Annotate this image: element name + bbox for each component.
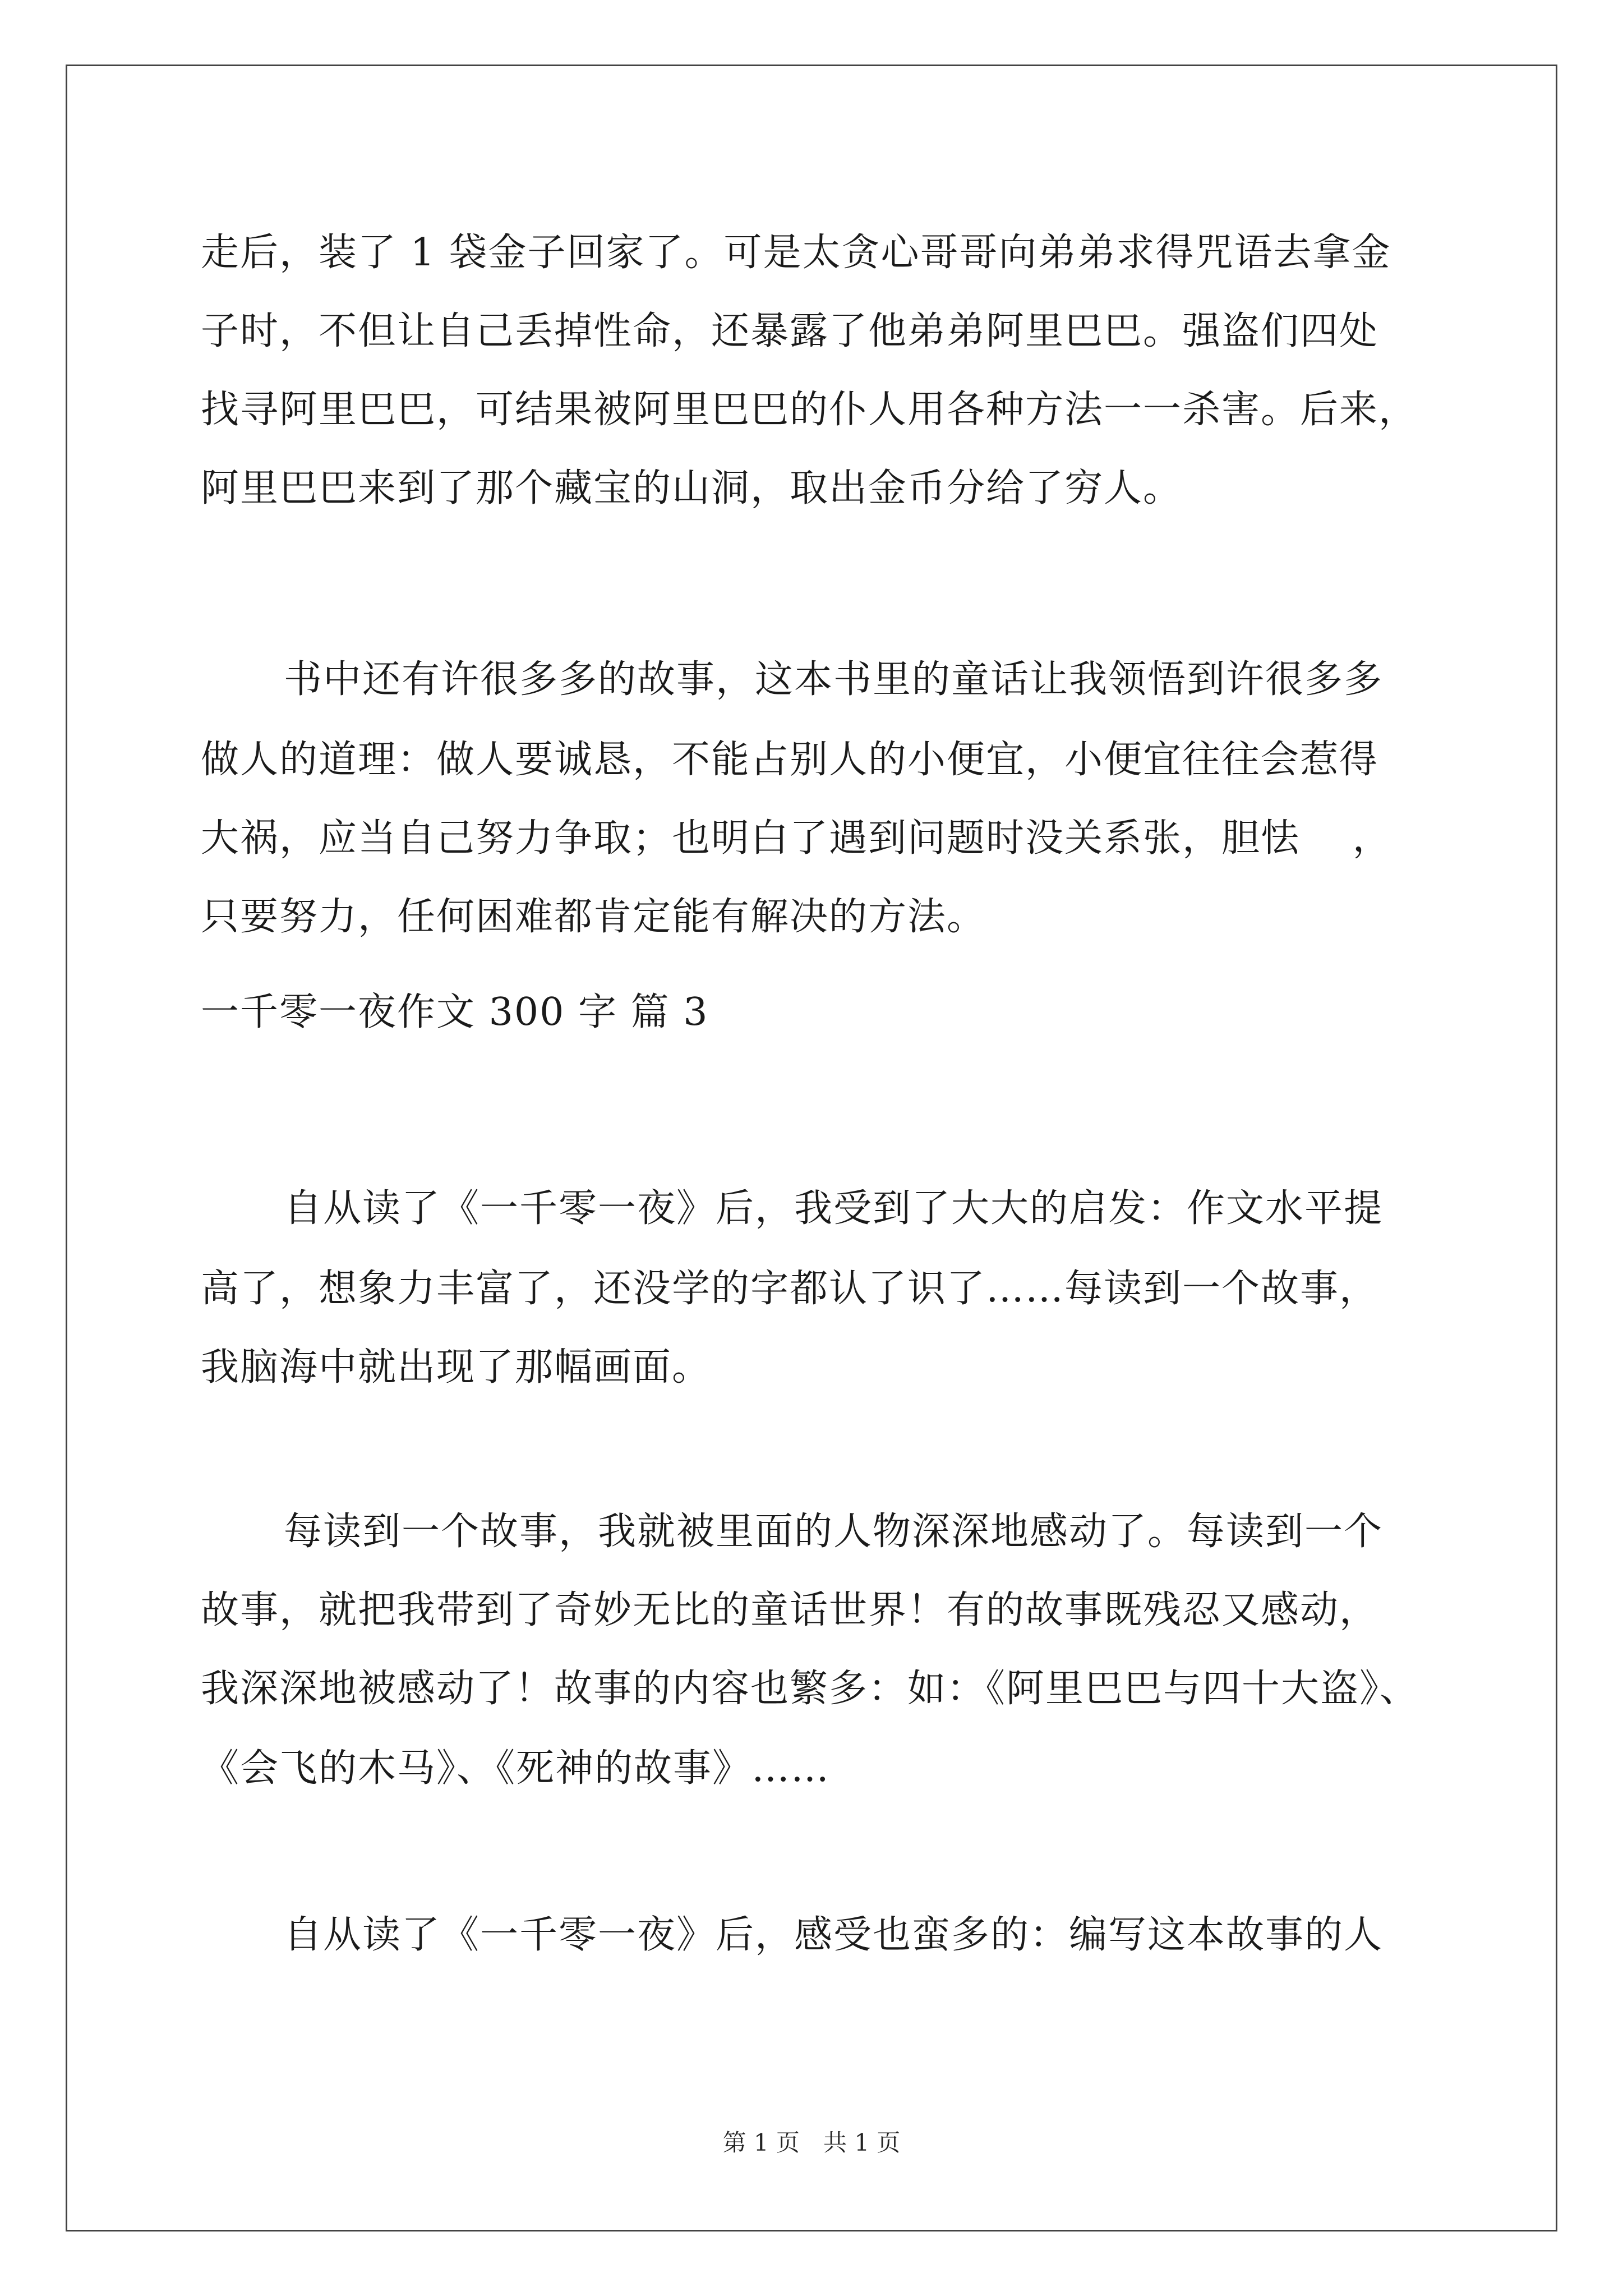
text-line: 找寻阿里巴巴，可结果被阿里巴巴的仆人用各种方法一一杀害。后来， [201, 388, 1418, 432]
text-line: 走后，装了 1 袋金子回家了。可是太贪心哥哥向弟弟求得咒语去拿金 [201, 231, 1391, 275]
text-line: 故事，就把我带到了奇妙无比的童话世界！有的故事既残忍又感动， [201, 1588, 1379, 1632]
text-line: 我深深地被感动了！故事的内容也繁多：如：《阿里巴巴与四十大盗》、 [201, 1667, 1419, 1711]
page-number-footer: 第 1 页 共 1 页 [722, 2129, 901, 2156]
text-line: 自从读了《一千零一夜》后，我受到了大大的启发：作文水平提 [284, 1186, 1384, 1231]
text-line: 子时，不但让自己丢掉性命，还暴露了他弟弟阿里巴巴。强盗们四处 [201, 309, 1379, 353]
text-line: 我脑海中就出现了那幅画面。 [201, 1345, 712, 1389]
section-heading: 一千零一夜作文 300 字 篇 3 [201, 990, 709, 1034]
text-line: 做人的道理：做人要诚恳，不能占别人的小便宜，小便宜往往会惹得 [201, 738, 1379, 782]
text-line: 高了，想象力丰富了，还没学的字都认了识了……每读到一个故事， [201, 1267, 1379, 1311]
text-line: 每读到一个故事，我就被里面的人物深深地感动了。每读到一个 [284, 1510, 1384, 1554]
text-line: 自从读了《一千零一夜》后，感受也蛮多的：编写这本故事的人 [284, 1913, 1384, 1957]
text-line: 只要努力，任何困难都肯定能有解决的方法。 [201, 895, 986, 939]
text-line: 书中还有许很多多的故事，这本书里的童话让我领悟到许很多多 [284, 657, 1384, 702]
text-line: 《会飞的木马》、《死神的故事》…… [201, 1746, 831, 1791]
text-line: 大祸，应当自己努力争取；也明白了遇到问题时没关系张，胆怯 ， [201, 816, 1392, 861]
text-line: 阿里巴巴来到了那个藏宝的山洞，取出金币分给了穷人。 [201, 466, 1183, 510]
